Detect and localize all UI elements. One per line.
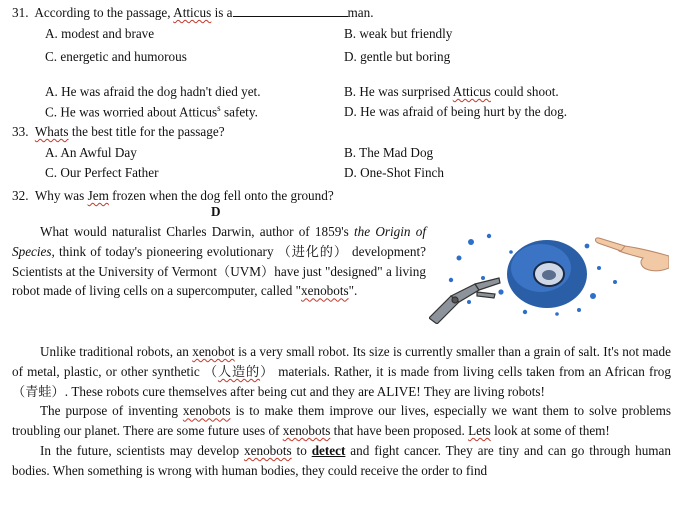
question-33: 33. Whats the best title for the passage? [12,124,225,139]
q31-option-b: B. weak but friendly [344,26,453,41]
passage-paragraph-4: In the future, scientists may develop xenobots to detect and fight cancer. They are tiny and can go through human bodies. When something is wrong with human bodies, they could receive the order to find [12,442,671,478]
question-31: 31. According to the passage, Atticus is a man. [12,5,374,20]
q33-option-a: A. An Awful Day [45,145,137,160]
q31-option-d: D. gentle but boring [344,49,451,64]
q31-option-a: A. modest and brave [45,26,155,41]
illustration-icon [429,222,669,324]
q31-option-c: C. energetic and humorous [45,49,187,64]
robot-hand-cell-illustration [429,222,669,324]
q32-option-b: B. He was surprised Atticus could shoot. [344,84,559,99]
q32-option-c: C. He was worried about Atticus$^s$ safety. [45,103,258,120]
passage-body [12,342,671,481]
passage-paragraph-3: The purpose of inventing xenobots is to make them improve our lives, especially we want them to solve problems troubling our planet. There are some future uses of xenobots that have been proposed. Lets look at some of them! [12,403,671,439]
q33-option-c: C. Our Perfect Father [45,165,159,180]
q33-option-d: D. One-Shot Finch [344,165,445,180]
q32-option-a: A. He was afraid the dog hadn't died yet. [45,84,261,99]
question-32: 32. Why was Jem frozen when the dog fell onto the ground? [12,188,334,203]
q32-option-d: D. He was afraid of being hurt by the dog. [344,104,568,119]
passage-paragraph-2: Unlike traditional robots, an xenobot is a very small robot. Its size is currently smaller than a grain of salt. It's not made of metal, plastic, or other synthetic （人造的） materials. Rather, it is made from living cells taken from an African frog（青蛙）. These robots cure themselves after being cut and they are ALIVE! They are living robots! [12,344,671,399]
q33-option-b: B. The Mad Dog [344,145,434,160]
handwritten-answer: D [211,204,221,219]
passage-paragraph-1: What would naturalist Charles Darwin, author of 1859's the Origin of Species, think of today's pioneering evolutionary （进化的） development? Scientists at the University of Vermont（UVM）have just "designed" a living robot made of living cells on a supercomputer, called "xenobots". [12,224,426,299]
answer-blank[interactable] [233,4,348,17]
